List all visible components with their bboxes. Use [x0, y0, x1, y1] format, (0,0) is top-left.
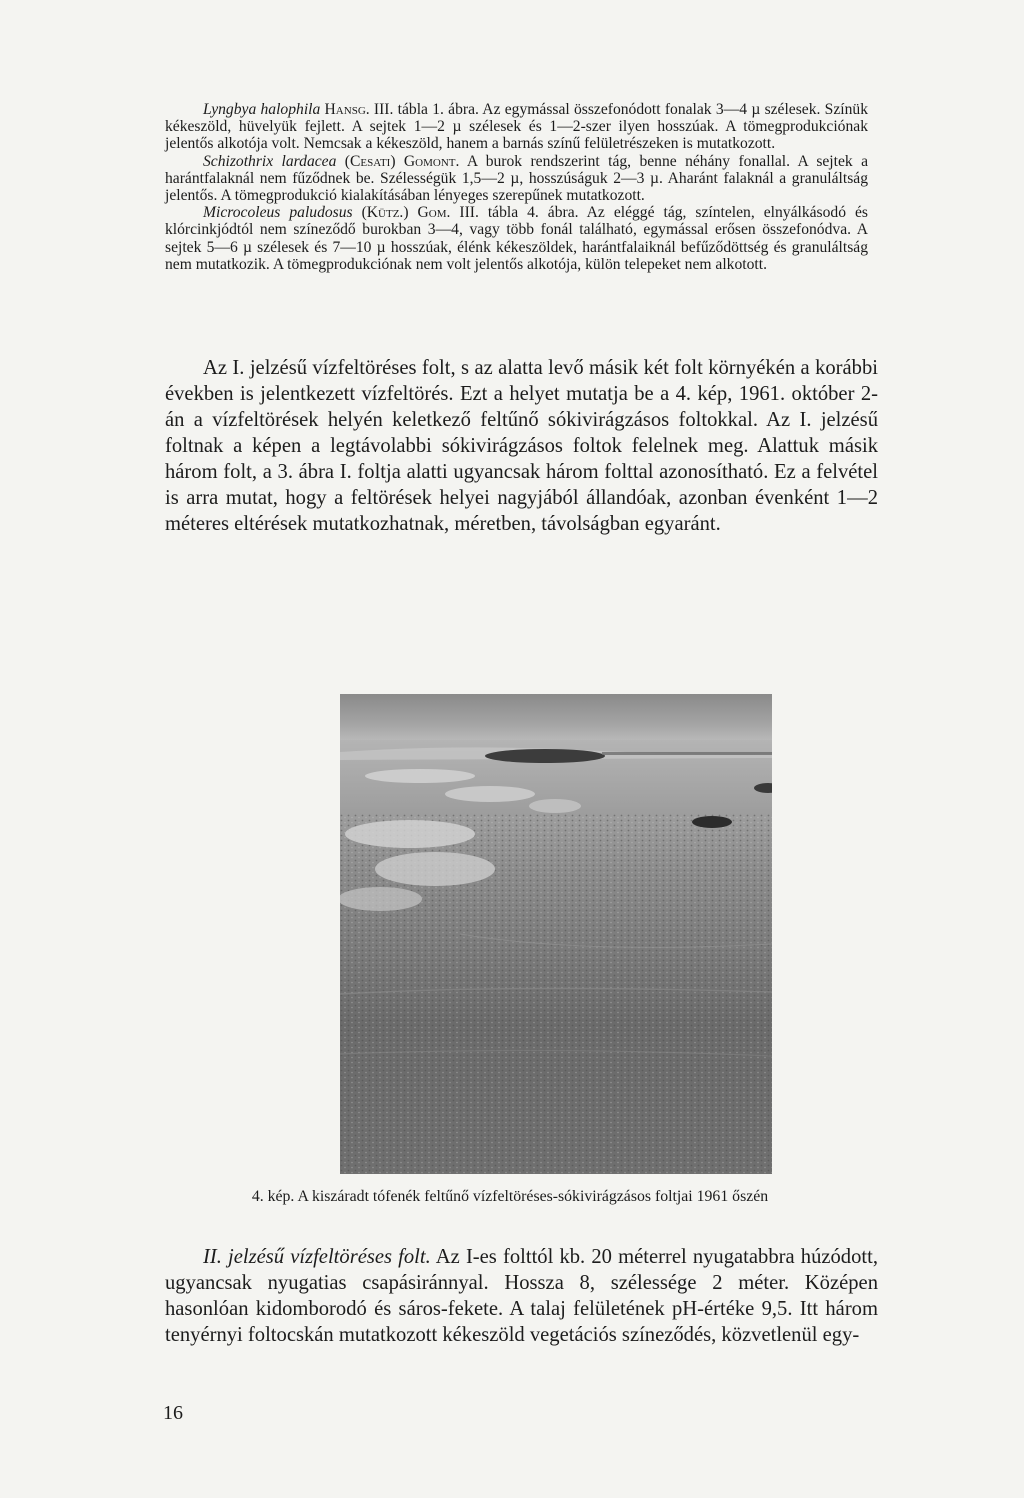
- species-descriptions: [165, 101, 868, 273]
- figure-photo: [340, 694, 772, 1174]
- species-paragraph-microcoleus: [165, 204, 868, 273]
- species-description: A burok rendszerint tág, benne néhány fonallal. A sejtek a harántfalaknál nem fűződnek be. Szélességük 1,5—2 µ, hosszúságuk 2—3 µ. Aharánt falaknál a granuláltság jelentős. A tömegprodukció kialakításában lényeges szerepűnek mutatkozott.: [165, 152, 868, 205]
- species-name: Microcoleus paludosus: [203, 204, 353, 222]
- page-number: 16: [163, 1402, 183, 1424]
- dry-lakebed-photo: [340, 694, 772, 1174]
- species-name: Lyngbya halophila: [203, 101, 321, 118]
- species-paragraph-lyngbya: [165, 101, 868, 153]
- species-description: III. tábla 1. ábra. Az egymással összefonódott fonalak 3—4 µ szélesek. Színük kékeszöld, hüvelyük fejlett. A sejtek 1—2 µ szélesek és 1—2-szer ilyen hosszúak. A tömegprodukciónak jelentős alkotója volt. Nemcsak a kékeszöld, hanem a barnás színű felületrészeken is mutatkozott.: [165, 101, 868, 153]
- species-name: Schizothrix lardacea: [203, 152, 337, 170]
- species-description: III. tábla 4. ábra. Az eléggé tág, színtelen, elnyálkásodó és klórcinkjódtól nem színeződő burokban 3—4, vagy több fonál található, egymással erősen összefonódva. A sejtek 5—6 µ szélesek és 7—10 µ hosszúak, élénk kékeszöldek, harántfalaiknál befűződöttség és granuláltság nem mutatkozik. A tömegprodukciónak nem volt jelentős alkotója, külön telepeket nem alkotott.: [165, 204, 868, 273]
- species-paragraph-schizothrix: [165, 153, 868, 205]
- section-body: Az I-es folttól kb. 20 méterrel nyugatabbra húzódott, ugyancsak nyugatias csapásiránnyal. Hossza 8, szélessége 2 méter. Középen hasonlóan kidomborodó és sáros-fekete. A talaj felületének pH-értéke 9,5. Itt három tenyérnyi foltocskán mutatkozott kékeszöld vegetációs színeződés, közvetlenül egy-: [165, 1246, 878, 1346]
- main-paragraph: Az I. jelzésű vízfeltöréses folt, s az alatta levő másik két folt környékén a korábbi években is jelentkezett vízfeltörés. Ezt a helyet mutatja be a 4. kép, 1961. október 2-án a vízfeltörések helyén keletkező feltűnő sókivirágzásos foltokkal. Az I. jelzésű foltnak a képen a legtávolabbi sókivirágzásos foltok felelnek meg. Alattuk másik három folt, a 3. ábra I. foltja alatti ugyancsak három folttal azonosítható. Ez a felvétel is arra mutat, hogy a feltörések helyei nagyjából állandóak, azonban évenként 1—2 méteres eltérések mutatkozhatnak, méretben, távolságban egyaránt.: [165, 357, 878, 535]
- figure-caption: 4. kép. A kiszáradt tófenék feltűnő vízfeltöréses-sókivirágzásos foltjai 1961 őszén: [251, 1188, 769, 1205]
- section-paragraph: [165, 1244, 878, 1348]
- species-author: (Cesati) Gomont.: [344, 152, 460, 170]
- main-text-block: [165, 355, 878, 537]
- section-heading: II. jelzésű vízfeltöréses folt.: [203, 1246, 431, 1268]
- species-author: (Kütz.) Gom.: [361, 204, 451, 222]
- section-text-block: [165, 1244, 878, 1348]
- species-author: Hansg.: [324, 101, 370, 118]
